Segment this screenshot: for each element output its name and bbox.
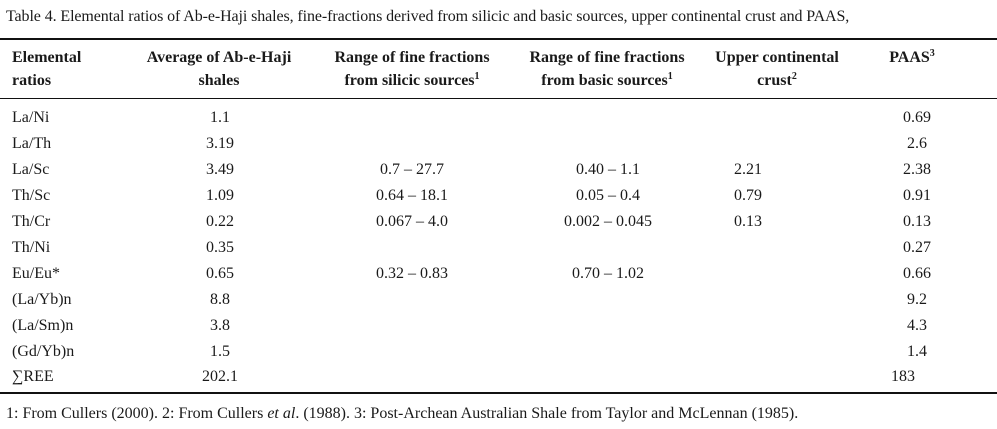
header-line-text: from basic sources — [541, 72, 668, 89]
header-line — [508, 69, 706, 92]
cell-paas: 0.91 — [903, 187, 931, 204]
cell-paas: 0.66 — [903, 265, 931, 282]
header-line-text: from silicic sources — [344, 72, 475, 89]
cell-ratio: Th/Ni — [12, 239, 51, 256]
table-top-rule — [0, 38, 997, 40]
table-row — [0, 313, 997, 339]
cell-basic-range: 0.40 – 1.1 — [576, 161, 640, 178]
header-line: shales — [198, 72, 240, 89]
cell-silicic-range: 0.64 – 18.1 — [376, 187, 448, 204]
table-row — [0, 287, 997, 313]
header-divider-rule — [0, 98, 997, 99]
header-basic-sources — [508, 46, 706, 92]
cell-silicic-range: 0.067 – 4.0 — [376, 213, 448, 230]
cell-ratio: Eu/Eu* — [12, 265, 60, 282]
table-row — [0, 131, 997, 157]
table-row — [0, 209, 997, 235]
cell-ratio: (Gd/Yb)n — [12, 343, 75, 360]
header-line: ratios — [12, 72, 52, 89]
header-line: Elemental — [12, 49, 82, 66]
footnote-marker: 1 — [474, 71, 480, 82]
table-row — [0, 157, 997, 183]
cell-basic-range: 0.05 – 0.4 — [576, 187, 640, 204]
cell-average: 8.8 — [210, 291, 230, 308]
table-row — [0, 105, 997, 131]
cell-average: 0.65 — [206, 265, 234, 282]
cell-ucc: 0.13 — [734, 213, 762, 230]
cell-paas: 2.6 — [907, 135, 927, 152]
cell-paas: 0.27 — [903, 239, 931, 256]
cell-ratio: Th/Sc — [12, 187, 51, 204]
table-caption: Table 4. Elemental ratios of Ab-e-Haji shales, fine-fractions derived from silicic and basic sources, upper continental crust and PAAS, — [6, 8, 850, 25]
table-bottom-rule — [0, 392, 997, 394]
cell-paas: 2.38 — [903, 161, 931, 178]
footnote-italic: et al — [267, 405, 296, 422]
cell-silicic-range: 0.32 – 0.83 — [376, 265, 448, 282]
header-line: Upper continental — [715, 49, 839, 66]
cell-average: 202.1 — [202, 368, 238, 385]
cell-ratio: (La/Sm)n — [12, 317, 74, 334]
header-line-text: PAAS — [889, 49, 930, 66]
footnote-marker: 2 — [791, 71, 797, 82]
cell-ucc: 2.21 — [734, 161, 762, 178]
cell-ratio: La/Ni — [12, 109, 50, 126]
cell-ratio: Th/Cr — [12, 213, 51, 230]
cell-paas: 1.4 — [907, 343, 927, 360]
header-elemental-ratios — [12, 46, 81, 92]
cell-basic-range: 0.70 – 1.02 — [572, 265, 644, 282]
header-line — [700, 69, 854, 92]
cell-basic-range: 0.002 – 0.045 — [564, 213, 652, 230]
cell-average: 0.35 — [206, 239, 234, 256]
cell-ratio: (La/Yb)n — [12, 291, 72, 308]
footnote-text: 1: From Cullers (2000). 2: From Cullers — [6, 405, 268, 422]
header-line-text: crust — [757, 72, 792, 89]
header-line: Average of Ab-e-Haji — [146, 49, 292, 66]
header-paas — [862, 46, 962, 69]
cell-paas: 4.3 — [907, 317, 927, 334]
header-line — [862, 46, 962, 69]
footnote-marker: 1 — [667, 71, 673, 82]
cell-paas: 183 — [891, 368, 915, 385]
header-average-ab-e-haji — [121, 46, 317, 92]
cell-average: 0.22 — [206, 213, 234, 230]
cell-average: 1.1 — [210, 109, 230, 126]
cell-average: 3.8 — [210, 317, 230, 334]
cell-paas: 0.69 — [903, 109, 931, 126]
cell-silicic-range: 0.7 – 27.7 — [380, 161, 444, 178]
table-footnote — [6, 405, 798, 423]
footnote-text: . (1988). 3: Post-Archean Australian Shale from Taylor and McLennan (1985). — [295, 405, 799, 422]
cell-ucc: 0.79 — [734, 187, 762, 204]
cell-average: 1.09 — [206, 187, 234, 204]
header-upper-continental-crust — [700, 46, 854, 92]
footnote-marker: 3 — [929, 48, 935, 59]
cell-average: 1.5 — [210, 343, 230, 360]
cell-ratio: La/Th — [12, 135, 52, 152]
header-line — [314, 69, 510, 92]
header-line: Range of fine fractions — [334, 49, 490, 66]
cell-ratio: ∑REE — [12, 368, 54, 385]
table-row — [0, 364, 997, 390]
cell-paas: 9.2 — [907, 291, 927, 308]
table-row — [0, 235, 997, 261]
table-row — [0, 261, 997, 287]
header-silicic-sources — [314, 46, 510, 92]
cell-ratio: La/Sc — [12, 161, 50, 178]
cell-average: 3.19 — [206, 135, 234, 152]
header-line: Range of fine fractions — [529, 49, 685, 66]
table-row — [0, 183, 997, 209]
table-row — [0, 339, 997, 365]
cell-paas: 0.13 — [903, 213, 931, 230]
cell-average: 3.49 — [206, 161, 234, 178]
